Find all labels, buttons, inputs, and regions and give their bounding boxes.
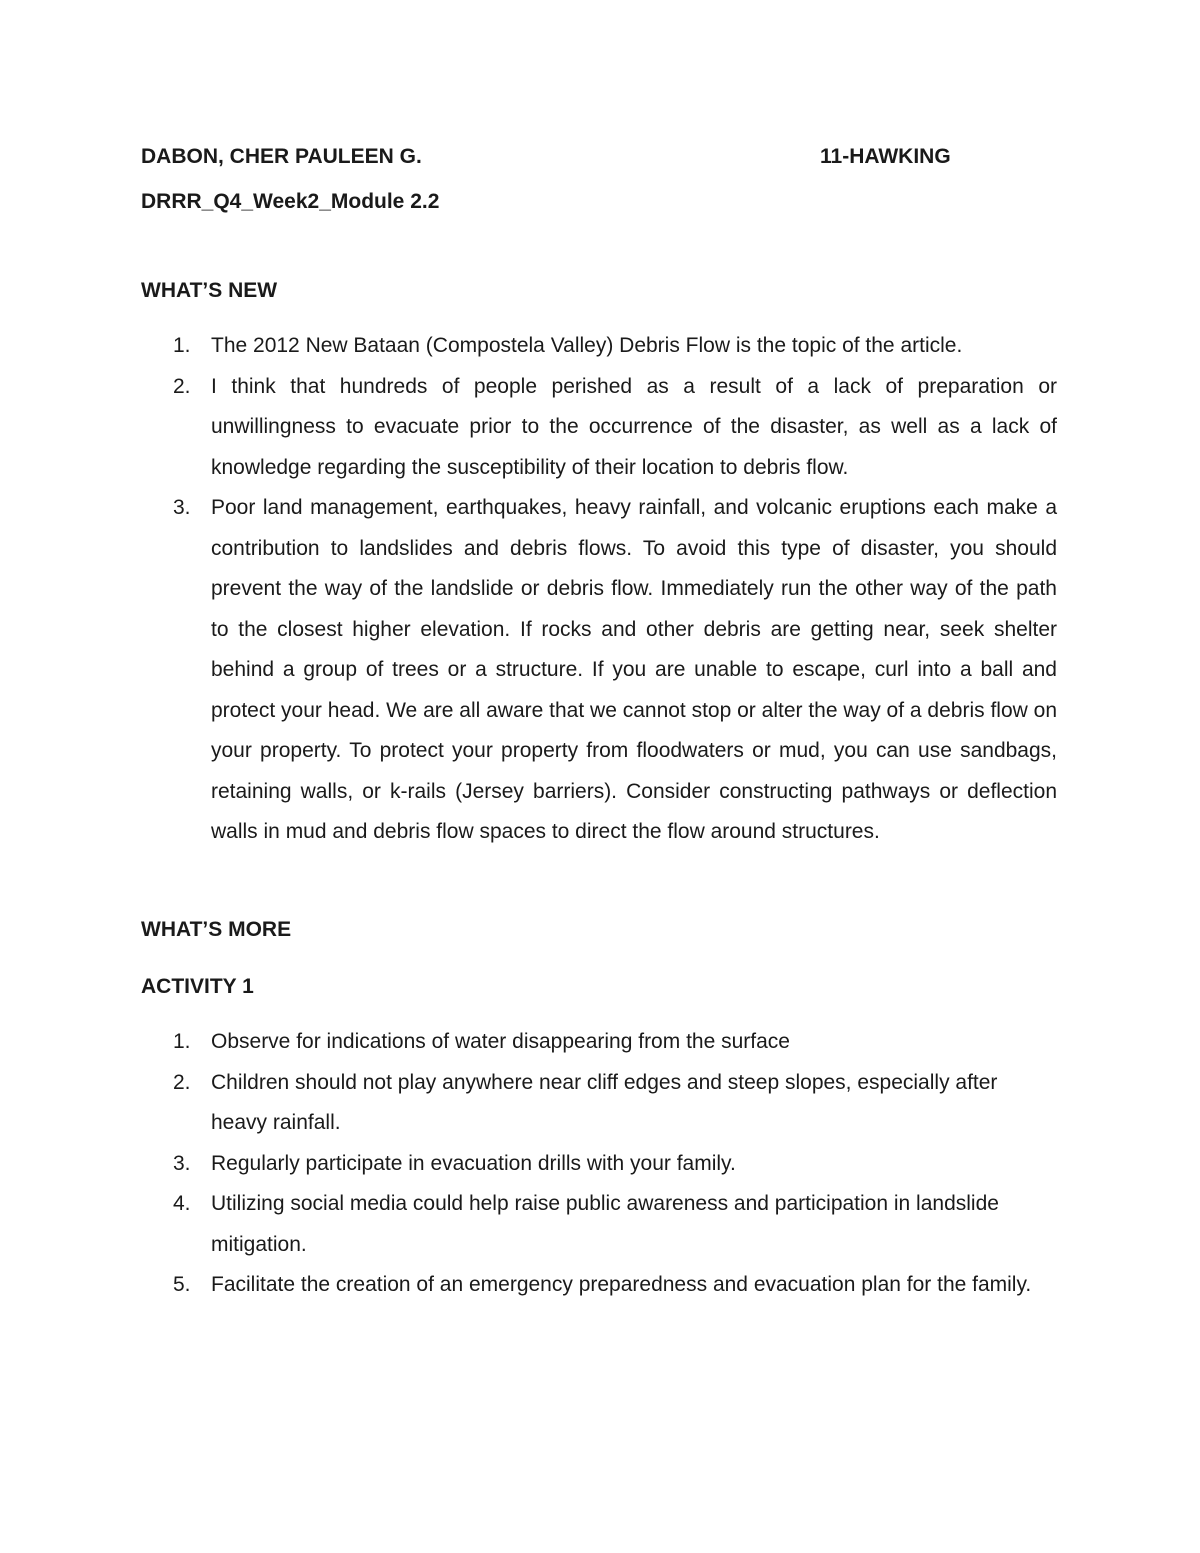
student-name: DABON, CHER PAULEEN G. [141, 145, 422, 168]
list-item-text: Poor land management, earthquakes, heavy rainfall, and volcanic eruptions each make a contribution to landslides and debris flows. To avoid this type of disaster, you should prevent the way of the landslide or debris flow. Immediately run the other way of the path to the closest higher elevation. If rocks and other debris are getting near, seek shelter behind a group of trees or a structure. If you are unable to escape, curl into a ball and protect your head. We are all aware that we cannot stop or alter the way of a debris flow on your property. To protect your property from floodwaters or mud, you can use sandbags, retaining walls, or k-rails (Jersey barriers). Consider constructing pathways or deflection walls in mud and debris flow spaces to direct the flow around structures. [211, 496, 1057, 843]
list-item-text: Children should not play anywhere near cliff edges and steep slopes, especially after heavy rainfall. [211, 1070, 998, 1134]
list-item-text: Observe for indications of water disappearing from the surface [211, 1030, 790, 1053]
list-item [0, 1144, 1200, 1185]
list-item-number: 1. [173, 334, 191, 357]
activity-heading: ACTIVITY 1 [141, 975, 254, 998]
list-item-number: 3. [173, 496, 191, 519]
whats-new-list [0, 326, 1200, 853]
list-item-number: 3. [173, 1151, 191, 1175]
list-item [0, 367, 1200, 489]
list-item [0, 1022, 1200, 1063]
list-item [0, 1063, 1200, 1144]
section-name: 11-HAWKING [820, 145, 951, 168]
list-item-text: Facilitate the creation of an emergency preparedness and evacuation plan for the family. [211, 1273, 1032, 1296]
whats-new-heading: WHAT’S NEW [141, 279, 278, 302]
list-item-number: 2. [173, 374, 191, 398]
whats-more-heading: WHAT’S MORE [141, 918, 292, 941]
list-item-text: Regularly participate in evacuation drills with your family. [211, 1151, 736, 1175]
list-item [0, 1184, 1200, 1265]
list-item [0, 488, 1200, 853]
list-item-number: 2. [173, 1070, 191, 1094]
activity-list [0, 1022, 1200, 1306]
module-code: DRRR_Q4_Week2_Module 2.2 [141, 190, 440, 213]
list-item-number: 4. [173, 1192, 191, 1215]
list-item [0, 1265, 1200, 1306]
list-item-text: The 2012 New Bataan (Compostela Valley) Debris Flow is the topic of the article. [211, 334, 963, 357]
list-item [0, 326, 1200, 367]
list-item-number: 1. [173, 1030, 191, 1053]
list-item-text: I think that hundreds of people perished as a result of a lack of preparation or unwillingness to evacuate prior to the occurrence of the disaster, as well as a lack of knowledge regarding the susceptibility of their location to debris flow. [211, 374, 1057, 479]
list-item-text: Utilizing social media could help raise public awareness and participation in landslide mitigation. [211, 1192, 999, 1256]
list-item-number: 5. [173, 1273, 191, 1296]
